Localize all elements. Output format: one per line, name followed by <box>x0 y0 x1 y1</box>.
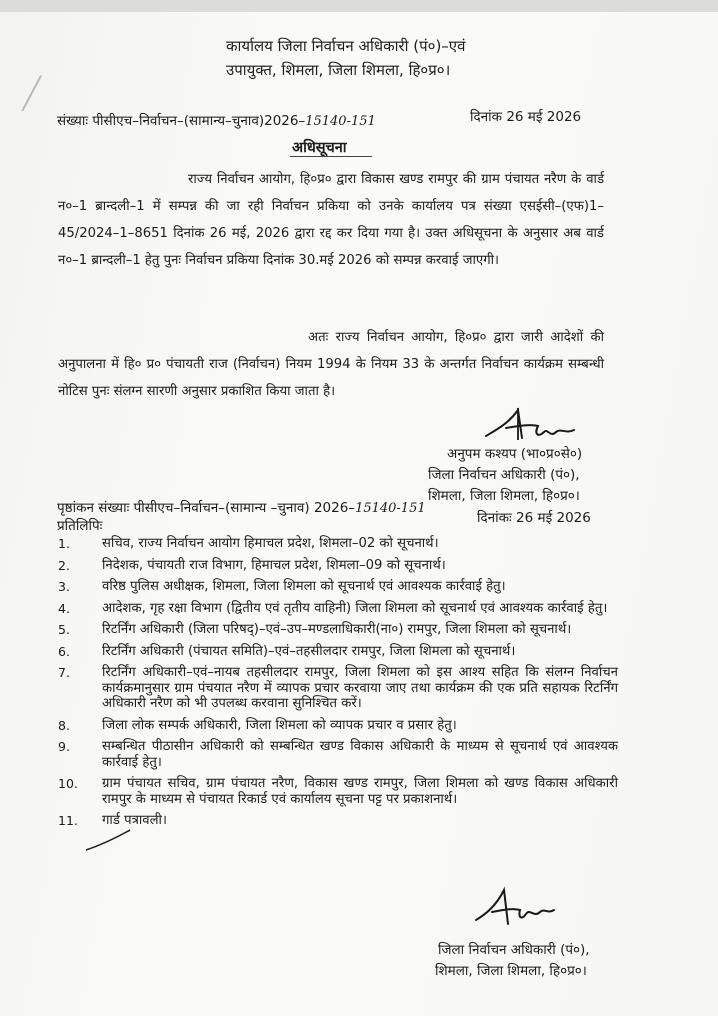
scan-edge <box>0 0 718 12</box>
recipient-list <box>58 536 618 835</box>
item-number: 9. <box>58 739 70 754</box>
item-number: 8. <box>58 717 70 733</box>
notification-paragraph-2: अतः राज्य निर्वाचन आयोग, हि०प्र० द्वारा जारी आदेशों की अनुपालना में हि० प्र० पंचायती राज (निर्वाचन) नियम 1994 के नियम 33 के अन्तर्गत निर्वाचन कार्यक्रम सम्बन्धी नोटिस पुनः संलग्न सारणी अनुसार प्रकाशित किया जाता है। <box>58 330 604 399</box>
list-item <box>58 813 618 829</box>
staple-mark <box>21 75 52 117</box>
list-item <box>58 579 618 595</box>
item-number: 5. <box>58 622 70 637</box>
reference-date: दिनांक 26 मई 2026 <box>470 109 582 125</box>
item-text: सचिव, राज्य निर्वाचन आयोग हिमाचल प्रदेश, शिमला–02 को सूचनार्थ। <box>102 536 439 551</box>
signature-mark-2 <box>470 884 560 932</box>
item-text: सम्बन्धित पीठासीन अधिकारी को सम्बन्धित खण्ड विकास अधिकारी के माध्यम से सूचनार्थ एवं आवश्यक कार्रवाई हेतु। <box>102 739 618 770</box>
item-text: रिटर्निंग अधिकारी (जिला परिषद्)–एवं–उप–मण्डलाधिकारी(ना०) रामपुर, जिला शिमला को सूचनार्थ। <box>102 622 572 637</box>
list-item <box>58 558 618 574</box>
list-item <box>58 718 618 734</box>
item-number: 2. <box>58 557 70 573</box>
item-number: 3. <box>58 579 70 594</box>
list-item <box>58 601 618 617</box>
list-item <box>58 536 618 552</box>
item-number: 1. <box>58 536 70 551</box>
item-text: वरिष्ठ पुलिस अधीक्षक, शिमला, जिला शिमला को सूचनार्थ एवं आवश्यक कार्रवाई हेतु। <box>102 579 506 594</box>
copy-to-label: प्रतिलिपिः <box>57 518 103 534</box>
signatory-name: अनुपम कश्यप (भा०प्र०से०) <box>447 446 583 462</box>
item-text: जिला लोक सम्पर्क अधिकारी, जिला शिमला को व्यापक प्रचार व प्रसार हेतु। <box>102 717 457 733</box>
notification-paragraph-1: राज्य निर्वाचन आयोग, हि०प्र० द्वारा विकास खण्ड रामपुर की ग्राम पंचायत नरैण के वार्ड न०–1 ब्रान्दली–1 में सम्पन्न की जा रही निर्वाचन प्रकिया को उनके कार्यालय पत्र संख्या एसईसी–(एफ)1–45/2024–1–8651 दिनांक 26 मई, 2026 द्वारा रद्द कर दिया गया है। उक्त अधिसूचना के अनुसार अब वार्ड न०–1 ब्रान्दली–1 हेतु पुनः निर्वाचन प्रकिया दिनांक 30.मई 2026 को सम्पन्न करवाई जाएगी। <box>58 172 604 268</box>
list-item <box>58 665 618 712</box>
reference-number <box>57 111 376 129</box>
item-number: 7. <box>58 665 70 680</box>
reference-handwritten: 15140-151 <box>305 114 376 129</box>
office-header-line2: उपायुक्त, शिमला, जिला शिमला, हि०प्र०। <box>226 61 451 79</box>
signatory-place: शिमला, जिला शिमला, हि०प्र०। <box>428 488 580 504</box>
item-number: 4. <box>58 600 70 616</box>
list-item <box>58 776 618 807</box>
list-item <box>58 644 618 660</box>
signatory-designation-2: जिला निर्वाचन अधिकारी (पं०), <box>438 942 590 958</box>
item-number: 6. <box>58 643 70 659</box>
endorsement-number <box>57 498 426 516</box>
endorsement-label: पृष्ठांकन संख्याः पीसीएच–निर्वाचन–(सामान्य –चुनाव) 2026– <box>57 500 356 516</box>
signature-mark-1 <box>478 402 588 446</box>
item-text: रिटर्निंग अधिकारी (पंचायत समिति)–एवं–तहसीलदार रामपुर, जिला शिमला को सूचनार्थ। <box>102 643 516 659</box>
title-underline <box>290 156 372 157</box>
item-text: रिटर्निंग अधिकारी–एवं–नायब तहसीलदार रामपुर, जिला शिमला को इस आश्य सहित कि संलग्न निर्वाचन कार्यक्रमानुसार ग्राम पंचयात नरैण में व्यापक प्रचार करवाया जाए तथा कार्यक्रम की एक प्रति सहायक रिटर्निंग अधिकारी नरैण को भी उपलब्ध करवाना सुनिश्चित करें। <box>102 665 618 711</box>
item-text: गार्ड पत्रावली। <box>102 813 167 828</box>
item-text: आदेशक, गृह रक्षा विभाग (द्वितीय एवं तृतीय वाहिनी) जिला शिमला को सूचनार्थ एवं आवश्यक कार्रवाई हेतु। <box>102 600 608 616</box>
item-text: निदेशक, पंचायती राज विभाग, हिमाचल प्रदेश, शिमला–09 को सूचनार्थ। <box>102 557 446 573</box>
endorsement-handwritten: 15140-151 <box>355 501 426 516</box>
signatory-place-2: शिमला, जिला शिमला, हि०प्र०। <box>435 963 587 979</box>
item-number: 11. <box>58 813 78 828</box>
reference-label: संख्याः पीसीएच–निर्वाचन–(सामान्य–चुनाव)2026– <box>57 113 306 129</box>
pen-tick-mark <box>84 828 134 854</box>
item-number: 10. <box>58 776 78 791</box>
endorsement-date: दिनांकः 26 मई 2026 <box>477 510 591 526</box>
list-item <box>58 739 618 770</box>
notification-title: अधिसूचना <box>292 140 347 156</box>
list-item <box>58 622 618 638</box>
office-header-line1: कार्यालय जिला निर्वाचन अधिकारी (पं०)–एवं <box>226 37 466 55</box>
item-text: ग्राम पंचायत सचिव, ग्राम पंचायत नरैण, विकास खण्ड रामपुर, जिला शिमला को खण्ड विकास अधिकारी रामपुर के माध्यम से पंचायत रिकार्ड एवं कार्यालय सूचना पट्ट पर प्रकाशनार्थ। <box>102 776 618 807</box>
signatory-designation: जिला निर्वाचन अधिकारी (पं०), <box>428 467 580 483</box>
